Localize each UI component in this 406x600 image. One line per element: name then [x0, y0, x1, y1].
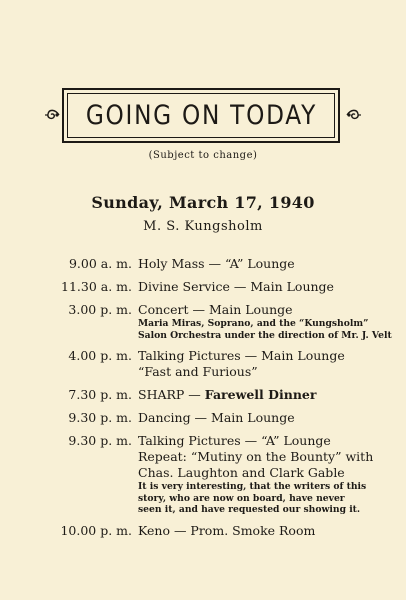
schedule-row — [60, 279, 400, 295]
ship-name: M. S. Kungsholm — [143, 219, 263, 234]
event-title: Concert — Main Lounge — [138, 302, 293, 317]
event-description — [138, 387, 398, 403]
event-title: Divine Service — Main Lounge — [138, 279, 334, 294]
title-banner — [45, 88, 363, 148]
event-title: Talking Pictures — Main Lounge — [138, 348, 345, 363]
event-description — [138, 256, 398, 272]
event-time: 7.30 p. m. — [68, 387, 132, 402]
event-date: Sunday, March 17, 1940 — [91, 193, 315, 212]
event-title: Talking Pictures — “A” Lounge — [138, 433, 331, 448]
event-note: story, who are now on board, have never — [138, 492, 345, 504]
event-time: 3.00 p. m. — [68, 302, 132, 317]
banner-frame — [62, 88, 340, 143]
event-description — [138, 410, 398, 426]
event-title-prefix: SHARP — — [138, 387, 205, 402]
schedule-row — [60, 387, 400, 403]
event-description — [138, 348, 398, 380]
subtitle: (Subject to change) — [148, 150, 258, 161]
event-title: Keno — Prom. Smoke Room — [138, 522, 316, 538]
right-ornament-icon — [345, 105, 361, 125]
event-title — [138, 387, 398, 403]
schedule-row — [60, 302, 400, 341]
event-title: Holy Mass — “A” Lounge — [138, 256, 295, 271]
page-title: GOING ON TODAY — [85, 100, 317, 131]
schedule-row — [60, 410, 400, 426]
event-description — [138, 279, 398, 295]
banner-inner-frame — [67, 93, 335, 138]
event-time: 10.00 p. m. — [60, 522, 132, 538]
event-time: 4.00 p. m. — [68, 348, 132, 363]
event-description — [138, 523, 398, 539]
event-title: Dancing — Main Lounge — [138, 410, 295, 425]
event-time: 9.30 p. m. — [68, 410, 132, 425]
schedule-row — [60, 256, 400, 272]
event-title-emphasis: Farewell Dinner — [204, 387, 317, 402]
event-time: 9.30 p. m. — [68, 433, 132, 448]
event-subtitle: “Fast and Furious” — [138, 364, 258, 379]
schedule-row — [60, 523, 400, 539]
event-note: seen it, and have requested our showing it. — [138, 504, 361, 515]
event-description — [138, 302, 398, 341]
schedule-row — [60, 433, 400, 516]
event-note: Maria Miras, Soprano, and the “Kungsholm” — [138, 318, 369, 329]
event-time: 11.30 a. m. — [61, 279, 132, 294]
schedule-row — [60, 348, 400, 380]
schedule-list — [60, 256, 400, 546]
event-description — [138, 433, 398, 516]
left-ornament-icon — [45, 105, 61, 125]
event-subtitle: Repeat: “Mutiny on the Bounty” with — [138, 449, 374, 464]
event-subtitle: Chas. Laughton and Clark Gable — [138, 465, 345, 480]
event-time: 9.00 a. m. — [68, 256, 132, 271]
event-note: Salon Orchestra under the direction of Mr. J. Velt — [138, 329, 392, 341]
event-note: It is very interesting, that the writers of this — [138, 481, 367, 492]
